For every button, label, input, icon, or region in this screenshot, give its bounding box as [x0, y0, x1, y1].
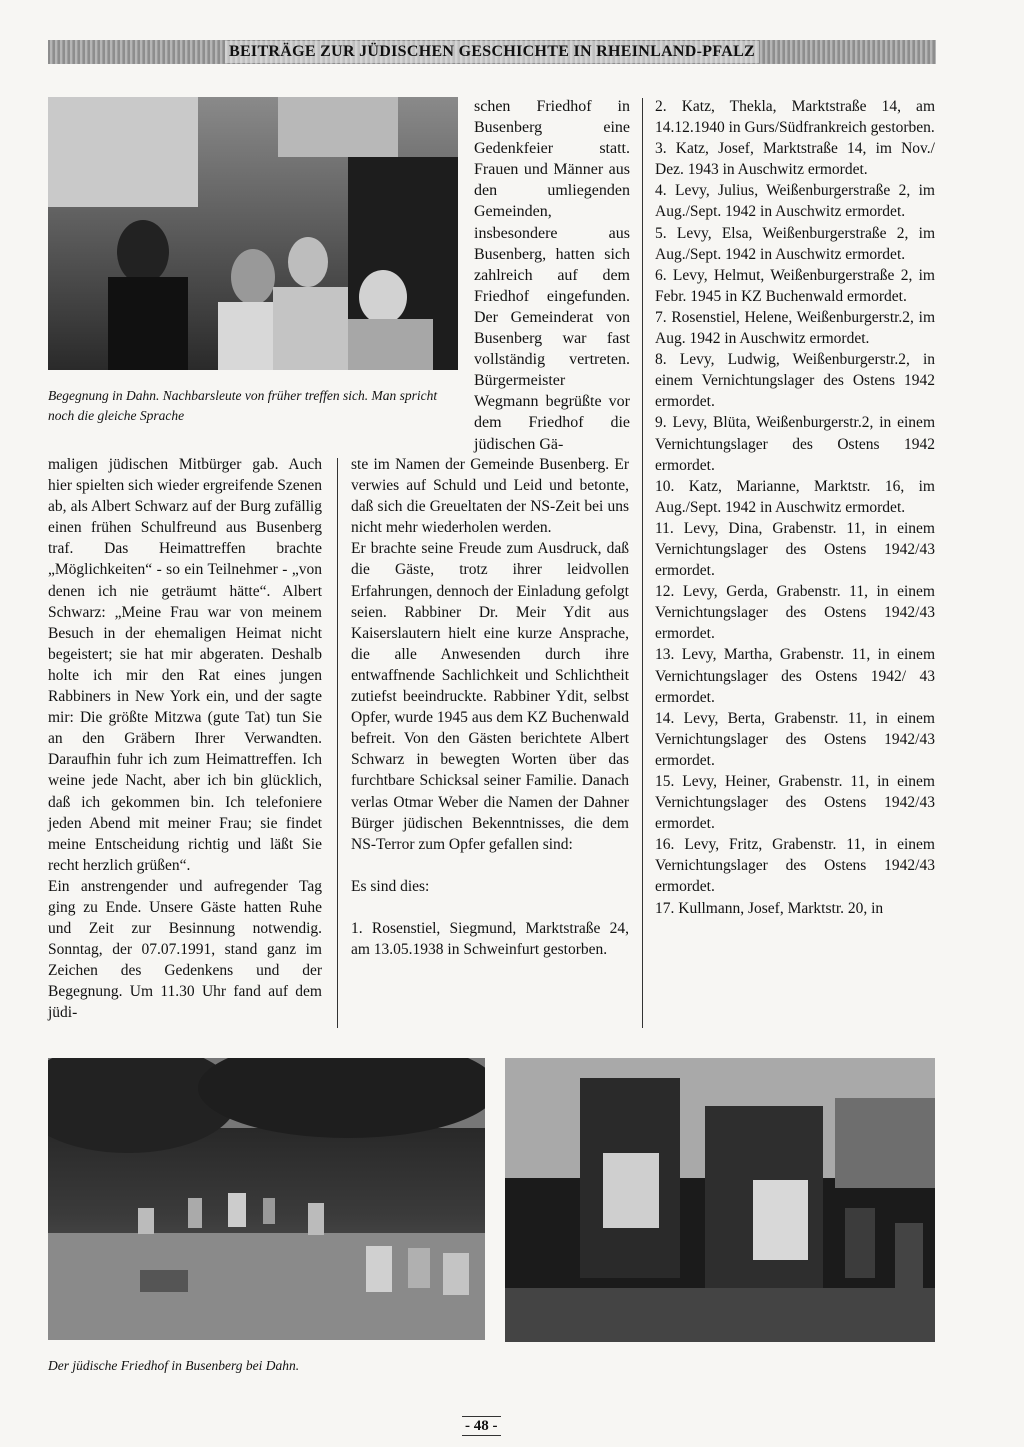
photo-cemetery-right-image [505, 1058, 935, 1342]
victim-entry: 3. Katz, Josef, Marktstraße 14, im Nov./ Dez. 1943 in Auschwitz ermordet. [655, 140, 935, 179]
victim-entry: 14. Levy, Berta, Grabenstr. 11, in einem Vernichtungslager des Ostens 1942/43 ermordet. [655, 709, 935, 769]
photo-dahn-meeting [48, 97, 458, 370]
photo-bottom-caption: Der jüdische Friedhof in Busenberg bei Dahn. [48, 1358, 300, 1373]
column-2-paragraph-2: Er brachte seine Freude zum Ausdruck, daß die Gäste, trotz ihrer leidvollen Erfahrungen, dennoch der Einladung gefolgt seien. Rabbiner Dr. Meir Ydit aus Kaiserslautern hielt eine kurze Ansprache, die alle Anwesenden durch ihre entwaffnende Sachlichkeit und Schlichtheit zutiefst beeindruckte. Rabbiner Ydit, selbst Opfer, wurde 1945 aus dem KZ Buchenwald befreit. Von den Gästen berichtete Albert Schwarz in bewegten Worten über das furchtbare Schicksal seiner Familie. Danach verlas Otmar Weber die Namen der Dahner Bürger jüdischen Bekenntnisses, die dem NS-Terror zum Opfer gefallen sind: [351, 540, 629, 853]
column-2-paragraph-4: 1. Rosenstiel, Siegmund, Marktstraße 24, am 13.05.1938 in Schweinfurt gestorben. [351, 919, 629, 958]
victim-entry: 7. Rosenstiel, Helene, Weißenburgerstr.2, im Aug. 1942 in Auschwitz ermordet. [655, 308, 935, 348]
victim-entry: 8. Levy, Ludwig, Weißenburgerstr.2, in einem Vernichtungslager des Ostens 1942 ermordet. [655, 351, 935, 411]
victim-entry: 17. Kullmann, Josef, Marktstr. 20, in [655, 899, 884, 917]
victim-entry: 15. Levy, Heiner, Grabenstr. 11, in einem Vernichtungslager des Ostens 1942/43 ermordet. [655, 773, 935, 833]
victim-entry: 11. Levy, Dina, Grabenstr. 11, in einem Vernichtungslager des Ostens 1942/43 ermordet. [655, 519, 935, 580]
photo-top-caption: Begegnung in Dahn. Nachbarsleute von früher treffen sich. Man spricht noch die gleiche Sprache [48, 388, 438, 423]
column-2 [351, 454, 629, 960]
victims-list [655, 96, 935, 919]
column-divider-1 [337, 458, 338, 1028]
victim-entry: 2. Katz, Thekla, Marktstraße 14, am 14.12.1940 in Gurs/Südfrankreich gestorben. [655, 98, 935, 137]
victim-entry: 9. Levy, Blüta, Weißenburgerstr.2, in einem Vernichtungslager des Ostens 1942 ermordet. [655, 414, 935, 474]
column-1 [48, 454, 322, 1024]
column-2-paragraph-3: Es sind dies: [351, 877, 430, 895]
photo-cemetery-right [505, 1058, 935, 1342]
photo-dahn-meeting-image [48, 97, 458, 370]
victim-entry: 10. Katz, Marianne, Marktstr. 16, im Aug./Sept. 1942 in Auschwitz ermordet. [655, 477, 935, 516]
victim-entry: 5. Levy, Elsa, Weißenburgerstraße 2, im Aug./Sept. 1942 in Auschwitz ermordet. [655, 224, 935, 263]
victim-entry: 16. Levy, Fritz, Grabenstr. 11, in einem Vernichtungslager des Ostens 1942/43 ermordet. [655, 836, 935, 896]
header-banner [48, 40, 936, 64]
victim-entry: 12. Levy, Gerda, Grabenstr. 11, in einem Vernichtungslager des Ostens 1942/43 ermordet. [655, 583, 935, 643]
victim-entry: 6. Levy, Helmut, Weißenburgerstraße 2, im Febr. 1945 in KZ Buchenwald ermordet. [655, 266, 935, 305]
column-2-paragraph-1: ste im Namen der Gemeinde Busenberg. Er verwies auf Schuld und Leid und betonte, daß sich die Greueltaten der NS-Zeit bei uns nicht mehr wiederholen werden. [351, 456, 629, 537]
victim-entry: 4. Levy, Julius, Weißenburgerstraße 2, im Aug./Sept. 1942 in Auschwitz ermordet. [655, 182, 935, 221]
photo-cemetery-left-image [48, 1058, 485, 1340]
column-2-top-text: schen Friedhof in Busenberg eine Gedenkfeier statt. Frauen und Männer aus den umliegenden Gemeinden, insbesondere aus Busenberg, hatten sich zahlreich auf dem Friedhof eingefunden. Der Gemeinderat von Busenberg war fast vollständig vertreten. Bürgermeister Wegmann begrüßte vor dem Friedhof die jüdischen Gä- [474, 98, 630, 453]
page-number: - 48 - [462, 1416, 501, 1436]
photo-cemetery-left [48, 1058, 485, 1340]
header-title: BEITRÄGE ZUR JÜDISCHEN GESCHICHTE IN RHEINLAND-PFALZ [225, 41, 759, 63]
column-divider-2 [642, 98, 643, 1028]
victim-entry: 13. Levy, Martha, Grabenstr. 11, in einem Vernichtungslager des Ostens 1942/ 43 ermordet. [655, 646, 935, 706]
column-1-paragraph-2: Ein anstrengender und aufregender Tag ging zu Ende. Unsere Gäste hatten Ruhe und Zeit zur Besinnung notwendig. Sonntag, der 07.07.1991, stand ganz im Zeichen des Gedenkens und der Begegnung. Um 11.30 Uhr fand auf dem jüdi- [48, 877, 322, 1022]
column-1-paragraph-1: maligen jüdischen Mitbürger gab. Auch hier spielten sich wieder ergreifende Szenen ab, als Albert Schwarz auf der Burg zufällig einen frühen Schulfreund aus Busenberg traf. Das Heimattreffen brachte „Möglichkeiten“ - so ein Teilnehmer - „von denen ich nie geträumt hätte“. Albert Schwarz: „Meine Frau war von meinem Besuch in der ehemaligen Heimat nicht begeistert; sie hat mir abgeraten. Deshalb holte ich mir den Rat eines jungen Rabbiners in New York ein, und der sagte mir: Die größte Mitzwa (gute Tat) tun Sie an den Gräbern Ihrer Verwandten. Daraufhin fuhr ich zum Heimattreffen. Ich weine jede Nacht, aber ich bin glücklich, daß ich gekommen bin. Ich telefoniere jeden Abend mit meiner Frau; sie findet meine Entscheidung richtig und läßt Sie recht herzlich grüßen“. [48, 456, 322, 874]
